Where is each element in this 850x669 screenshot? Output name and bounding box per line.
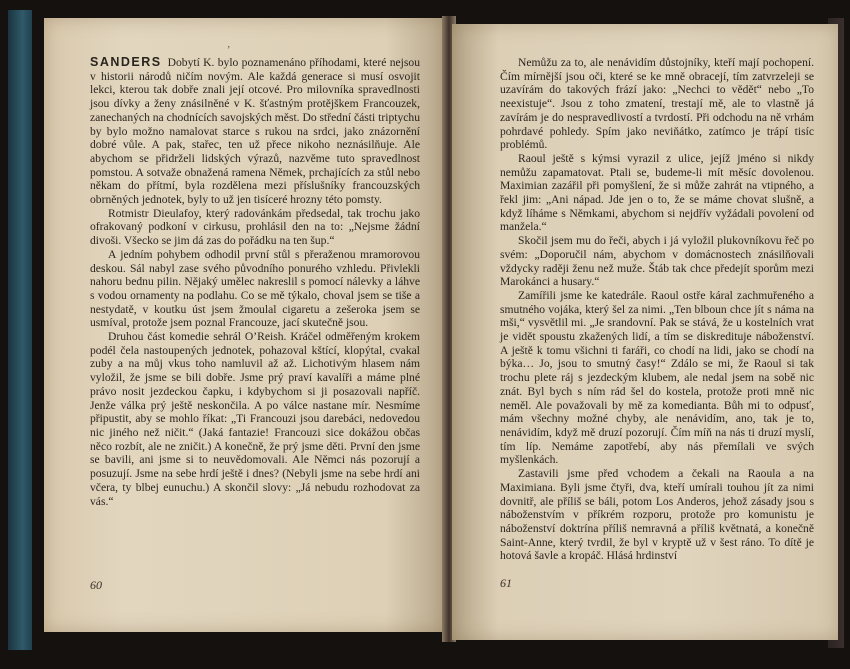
right-page-text	[500, 56, 814, 563]
book-cover-left-edge	[8, 10, 32, 650]
page-number-left: 60	[90, 578, 102, 592]
left-page-text	[90, 56, 420, 508]
paragraph: Skočil jsem mu do řeči, abych i já vyložil plukovníkovu řeč po svém: „Doporučil nám, abychom v domácnostech znásilňovali vždycky raději ženu než muže. Štáb tak chce předejít sporům mezi Marokánci a husary.“	[500, 234, 814, 289]
paragraph: Zastavili jsme před vchodem a čekali na Raoula a na Maximiana. Byli jsme čtyři, dva, kteří umírali touhou jít za nimi dovnitř, ale příliš se báli, potom Los Anderos, jehož zásady jsou s náboženstvím v příkrém rozporu, protože pro komunistu je náboženství doktrína příliš nemravná a příliš květnatá, a konečně Saint-Anne, který tvrdil, že byl v kryptě už v šest ráno. To dítě je hotová šavle a kropáč. Hlásá hrdinství	[500, 467, 814, 563]
pencil-mark: ʼ	[227, 45, 231, 56]
paragraph: Rotmistr Dieulafoy, který radovánkám předsedal, tak trochu jako ofrakovaný podkoní v cirkusu, prohlásil den na to: „Nejsme žádní divoši. Všecko se jim dá zas do pořádku na ten šup.“	[90, 206, 420, 248]
chapter-heading: SANDERS	[90, 55, 162, 69]
paragraph: SANDERS Dobytí K. bylo poznamenáno příhodami, které nejsou v historii národů ničím novým. Ale každá generace si musí osvojit lekci, kterou tak dobře znali její otcové. Pro milovníka spravedlnosti jsou dívky a ženy znásilněné v K. šťastným protějškem Francouzek, zanechaných na chodnících savojských měst. Do střední části triptychu by bylo možno namalovat starce s rukou na srdci, jako znázornění dobré vůle. A pak, stařec, ten už přece nikoho neznásilňuje. Ale abychom se přidrželi lidských výrazů, nazvěme tuto spravedlnost pomstou. A sotvaže obnažená ramena Němek, prchajících za stůl nebo někam do přítmí, byla rozdělena mezi příslušníky francouzských obrněných jednotek, byly to už jen tisíceré hrozny této pomsty.	[90, 55, 420, 207]
right-page	[452, 24, 838, 640]
left-page	[44, 18, 446, 632]
paragraph: A jedním pohybem odhodil první stůl s přeraženou mramorovou deskou. Sál nabyl zase svého původního ponurého vzhledu. Přivlekli nahoru bednu pilin. Nějaký umělec nakreslil s pomocí nálevky a láhve s vodou ornamenty na podlahu. Co se mě týkalo, choval jsem se tiše a nestydatě, v koutku úst jsem žmoulal cigaretu a zešeroka jsem se usmíval, protože jsem poznal Francouze, jací skutečně jsou.	[90, 247, 420, 330]
paragraph: Nemůžu za to, ale nenávidím důstojníky, kteří mají pochopení. Čím mírnější jsou oči, které se ke mně obracejí, tím zatvrzeleji se uzavírám do takových frází jako: „Nechci to vědět“ nebo „To neexistuje“. Jsou z toho zmatení, trestají mě, ale to vlastně já zavírám je do nespravedlivostí a tvrdostí. Při odchodu na ně vrhám pohrdavé pohledy. Spím jako neviňátko, zatímco je trápí tisíc problémů.	[500, 56, 814, 152]
paragraph: Druhou část komedie sehrál O’Reish. Kráčel odměřeným krokem podél čela nastoupených jednotek, pohazoval kštící, klopýtal, cvakal zuby a na můj vkus toho namluvil až až. Lichotivým hlasem nám vyložil, že jsme se bili dobře. Jsme prý praví kavalíři a máme plné právo nosit jezdeckou čapku, i kdybychom si ji posazovali napříč. Jenže válka prý ještě neskončila. A po válce nastane mír. Nesmíme připustit, aby se mohlo říkat: „Ti Francouzi jsou darebáci, nedovedou nic jiného než ničit.“ (Jaká fantazie! Francouzi sice dokážou občas něco rozbít, ale ne zničit.) A konečně, že prý jsme děti. První den jsme se bavili, ani jsme si to neuvědomovali. Ale Němci nás pozorují a posuzují. Jsme na sebe hrdí ještě i dnes? (Nebyli jsme na sebe hrdí ani včera, ty blbej eunuchu.) A skončil slovy: „Já nebudu rozhodovat za vás.“	[90, 330, 420, 508]
paragraph: Zamířili jsme ke katedrále. Raoul ostře káral zachmuřeného a smutného vojáka, který šel za nimi. „Ten blboun chce jít s náma na mši,“ vysvětlil mi. „Je srandovní. Pak se stává, že u kostelních vrat je vidět spoustu zkažených lidí, a tím se diskredituje náboženství. A ještě k tomu všichni ti faráři, co chodí na lidi, jako se chodí na býka… Jo, jsou to smutný časy!“ Zdálo se mi, že Raoul si tak trochu plete ráj s jezdeckým klubem, ale nedal jsem na sobě nic znát. Byl bych s ním rád šel do kostela, protože proti mně nic neměl. Ale považovali by mě za komedianta. Bůh mi to odpusť, mám všechny možné chyby, ale nenávidím, ano, tak je to, nenávidím, když mě druzí pozorují. Čím míň na nás ti druzí myslí, tím líp. Nemáme zapotřebí, aby nás přemílali ve svých myšlenkách.	[500, 288, 814, 467]
page-number-right: 61	[500, 576, 512, 590]
paragraph: Raoul ještě s kýmsi vyrazil z ulice, jejíž jméno si nikdy nemůžu zapamatovat. Ptali se, budeme-li mít měsíc dovolenou. Maximian zazářil při pomyšlení, že si může zahrát na vtipného, a řekl jim: „Ani nápad. Jde jen o to, že se máme chovat slušně, a když líháme s Němkami, abychom si nejdřív vyžádali povolení od manžela.“	[500, 151, 814, 234]
